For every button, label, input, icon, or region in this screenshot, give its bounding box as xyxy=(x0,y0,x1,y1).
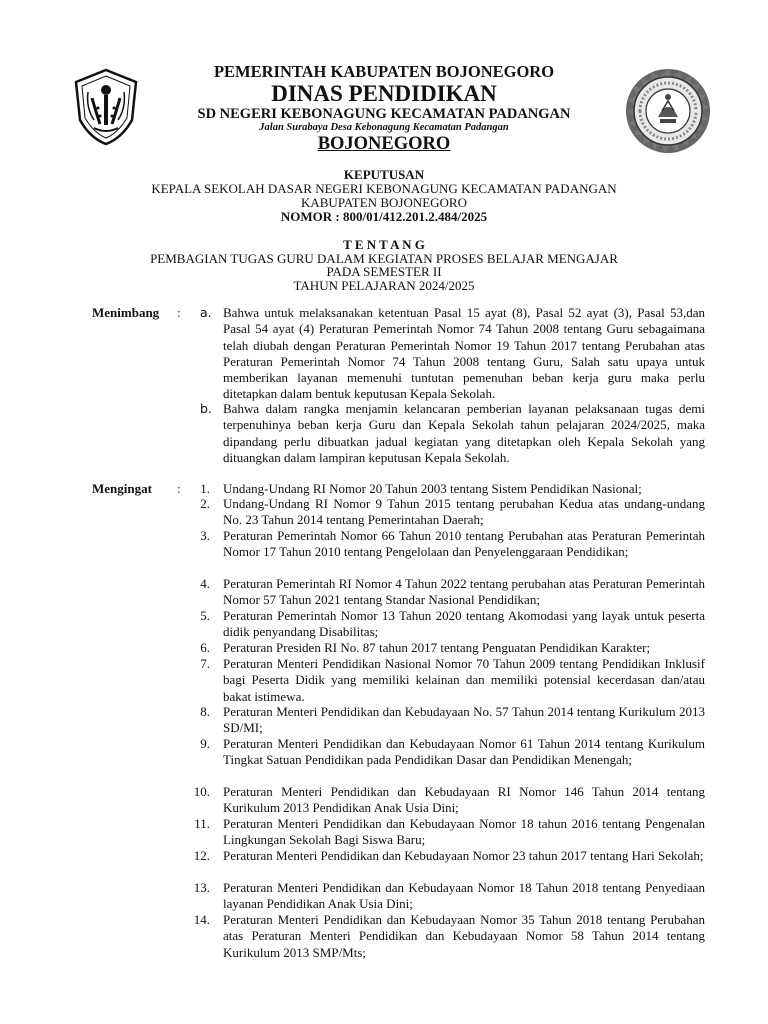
mengingat-num: 5. xyxy=(200,608,210,623)
menimbang-marker-a: a. xyxy=(200,305,212,320)
mengingat-item: Peraturan Menteri Pendidikan dan Kebudayaan Nomor 18 tahun 2016 tentang Pengenalan Lingkungan Sekolah Bagi Siswa Baru; xyxy=(223,816,705,848)
header-address: Jalan Surabaya Desa Kebonagung Kecamatan Padangan xyxy=(259,122,509,133)
mengingat-num: 4. xyxy=(200,576,210,591)
title-subject3: TAHUN PELAJARAN 2024/2025 xyxy=(293,278,475,293)
title-tentang: T E N T A N G xyxy=(343,237,425,252)
mengingat-num: 1. xyxy=(200,481,210,496)
title-subject1: PEMBAGIAN TUGAS GURU DALAM KEGIATAN PROSES BELAJAR MENGAJAR xyxy=(150,251,618,266)
mengingat-colon: : xyxy=(177,481,181,496)
mengingat-item: Peraturan Pemerintah Nomor 66 Tahun 2010 tentang Perubahan atas Peraturan Pemerintah Nomor 17 Tahun 2010 tentang Pengelolaan dan Penyelenggaraan Pendidikan; xyxy=(223,528,705,560)
mengingat-num: 10. xyxy=(193,784,210,799)
mengingat-num: 3. xyxy=(200,528,210,543)
mengingat-num: 11. xyxy=(194,816,210,831)
menimbang-item-b: Bahwa dalam rangka menjamin kelancaran pemberian layanan pelaksanaan tugas demi terpenuhinya beban kerja Guru dan Kepala Sekolah tahun pelajaran 2024/2025, maka dipandang perlu dibuatkan jadual kegiatan yang ditetapkan oleh Kepala Sekolah yang dituangkan dalam lampiran keputusan Kepala Sekolah. xyxy=(223,401,705,465)
mengingat-item: Peraturan Menteri Pendidikan dan Kebudayaan Nomor 61 Tahun 2014 tentang Kurikulum Tingkat Satuan Pendidikan pada Pendidikan Dasar dan Pendidikan Menengah; xyxy=(223,736,705,768)
title-subject2: PADA SEMESTER II xyxy=(326,264,442,279)
mengingat-item: Undang-Undang RI Nomor 20 Tahun 2003 tentang Sistem Pendidikan Nasional; xyxy=(223,481,642,496)
mengingat-num: 14. xyxy=(193,912,210,927)
title-nomor: NOMOR : 800/01/412.201.2.484/2025 xyxy=(280,209,488,224)
mengingat-item: Peraturan Menteri Pendidikan dan Kebudayaan Nomor 18 Tahun 2018 tentang Penyediaan layanan Pendidikan Anak Usia Dini; xyxy=(223,880,705,912)
mengingat-item: Peraturan Pemerintah RI Nomor 4 Tahun 2022 tentang perubahan atas Peraturan Pemerintah Nomor 57 Tahun 2021 tentang Standar Nasional Pendidikan; xyxy=(223,576,705,608)
menimbang-item-a: Bahwa untuk melaksanakan ketentuan Pasal 15 ayat (8), Pasal 52 ayat (3), Pasal 53,dan Pasal 54 ayat (4) Peraturan Pemerintah Nomor 74 Tahun 2008 tentang Guru sebagaimana telah diubah dengan Peraturan Pemerintah Nomor 19 Tahun 2017 tentang Perubahan atas Peraturan Pemerintah Nomor 74 Tahun 2008 tentang Guru, Salah satu upaya untuk memberikan layanan memenuhi tuntutan pemenuhan beban kerja guru maka perlu ditetapkan dalam bentuk keputusan Kepala Sekolah. xyxy=(223,305,705,402)
mengingat-num: 13. xyxy=(193,880,210,895)
mengingat-item: Peraturan Pemerintah Nomor 13 Tahun 2020 tentang Akomodasi yang layak untuk peserta didik penyandang Disabilitas; xyxy=(223,608,705,640)
header-school: SD NEGERI KEBONAGUNG KECAMATAN PADANGAN xyxy=(197,106,571,122)
menimbang-colon: : xyxy=(177,305,181,320)
header-city: BOJONEGORO xyxy=(317,134,451,154)
mengingat-num: 7. xyxy=(200,656,210,671)
mengingat-item: Peraturan Presiden RI No. 87 tahun 2017 tentang Penguatan Pendidikan Karakter; xyxy=(223,640,651,655)
mengingat-num: 6. xyxy=(200,640,210,655)
mengingat-num: 12. xyxy=(193,848,210,863)
mengingat-item: Peraturan Menteri Pendidikan dan Kebudayaan No. 57 Tahun 2014 tentang Kurikulum 2013 SD/MI; xyxy=(223,704,705,736)
mengingat-num: 9. xyxy=(200,736,210,751)
title-keputusan: KEPUTUSAN xyxy=(343,167,425,182)
mengingat-num: 8. xyxy=(200,704,210,719)
menimbang-marker-b: b. xyxy=(200,401,212,416)
mengingat-item: Undang-Undang RI Nomor 9 Tahun 2015 tentang perubahan Kedua atas undang-undang No. 23 Tahun 2014 tentang Pemerintahan Daerah; xyxy=(223,496,705,528)
mengingat-item: Peraturan Menteri Pendidikan dan Kebudayaan Nomor 35 Tahun 2018 tentang Perubahan atas Peraturan Menteri Pendidikan dan Kebudayaan Nomor 58 Tahun 2014 tentang Kurikulum 2013 SMP/Mts; xyxy=(223,912,705,960)
mengingat-item: Peraturan Menteri Pendidikan dan Kebudayaan Nomor 23 tahun 2017 tentang Hari Sekolah; xyxy=(223,848,704,863)
mengingat-label: Mengingat xyxy=(92,481,152,496)
header-agency: DINAS PENDIDIKAN xyxy=(271,81,497,106)
title-line2: KABUPATEN BOJONEGORO xyxy=(300,195,467,210)
header-government: PEMERINTAH KABUPATEN BOJONEGORO xyxy=(213,62,555,81)
mengingat-item: Peraturan Menteri Pendidikan dan Kebudayaan RI Nomor 146 Tahun 2014 tentang Kurikulum 2013 Pendidikan Anak Usia Dini; xyxy=(223,784,705,816)
menimbang-label: Menimbang xyxy=(92,305,160,320)
mengingat-num: 2. xyxy=(200,496,210,511)
title-line1: KEPALA SEKOLAH DASAR NEGERI KEBONAGUNG KECAMATAN PADANGAN xyxy=(151,181,617,196)
mengingat-item: Peraturan Menteri Pendidikan Nasional Nomor 70 Tahun 2009 tentang Pendidikan Inklusif bagi Peserta Didik yang memiliki kelainan dan memiliki potensial kecerdasan dan/atau bakat istimewa. xyxy=(223,656,705,704)
